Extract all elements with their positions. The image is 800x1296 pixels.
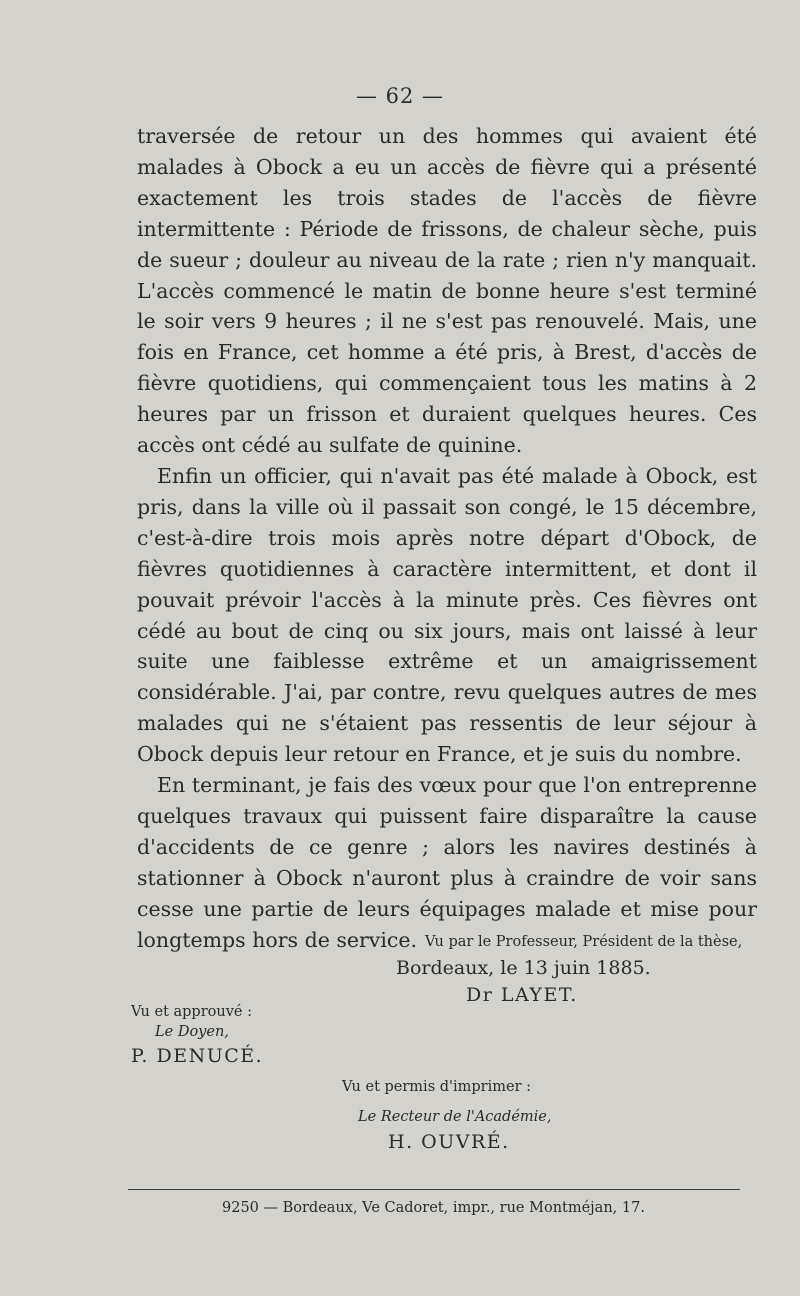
rector-title: Le Recteur de l'Académie, [358, 1109, 552, 1125]
paragraph-1: traversée de retour un des hommes qui avaient été malades à Obock a eu un accès de fièvre qui a présenté exactement les trois stades de l'accès de fièvre intermittente : Période de frissons, de chaleur sèche, puis de sueur ; douleur au niveau de la rate ; rien n'y manquait. L'accès commencé le matin de bonne heure s'est terminé le soir vers 9 heures ; il ne s'est pas renouvelé. Mais, une fois en France, cet homme a été pris, à Brest, d'accès de fièvre quotidiens, qui commençaient tous les matins à 2 heures par un frisson et duraient quelques heures. Ces accès ont cédé au sulfate de quinine. [137, 124, 757, 458]
dean-approval-line: Vu et approuvé : [131, 1004, 252, 1020]
body-text [137, 121, 757, 955]
dean-name: P. DENUCÉ. [131, 1045, 264, 1067]
dean-title: Le Doyen, [155, 1024, 229, 1040]
president-place-date: Bordeaux, le 13 juin 1885. [396, 957, 651, 979]
paragraph-2: Enfin un officier, qui n'avait pas été malade à Obock, est pris, dans la ville où il passait son congé, le 15 décembre, c'est-à-dire trois mois après notre départ d'Obock, de fièvres quotidiennes à caractère intermittent, et dont il pouvait prévoir l'accès à la minute près. Ces fièvres ont cédé au bout de cinq ou six jours, mais ont laissé à leur suite une faiblesse extrême et un amaigrissement considérable. J'ai, par contre, revu quelques autres de mes malades qui ne s'étaient pas ressentis de leur séjour à Obock depuis leur retour en France, et je suis du nombre. [137, 463, 757, 767]
president-approval-line: Vu par le Professeur, Président de la thèse, [425, 934, 743, 950]
footer-rule [128, 1189, 740, 1190]
page-number: — 62 — [355, 84, 445, 108]
paragraph-3: En terminant, je fais des vœux pour que l'on entreprenne quelques travaux qui puissent faire disparaître la cause d'accidents de ce genre ; alors les navires destinés à stationner à Obock n'auront plus à craindre de voir sans cesse une partie de leurs équipages malade et mise pour longtemps hors de service. [137, 773, 757, 952]
president-name: Dr LAYET. [466, 984, 578, 1006]
printer-imprint: 9250 — Bordeaux, Ve Cadoret, impr., rue Montméjan, 17. [222, 1200, 645, 1216]
rector-permission-line: Vu et permis d'imprimer : [342, 1079, 532, 1095]
rector-name: H. OUVRÉ. [388, 1131, 510, 1153]
